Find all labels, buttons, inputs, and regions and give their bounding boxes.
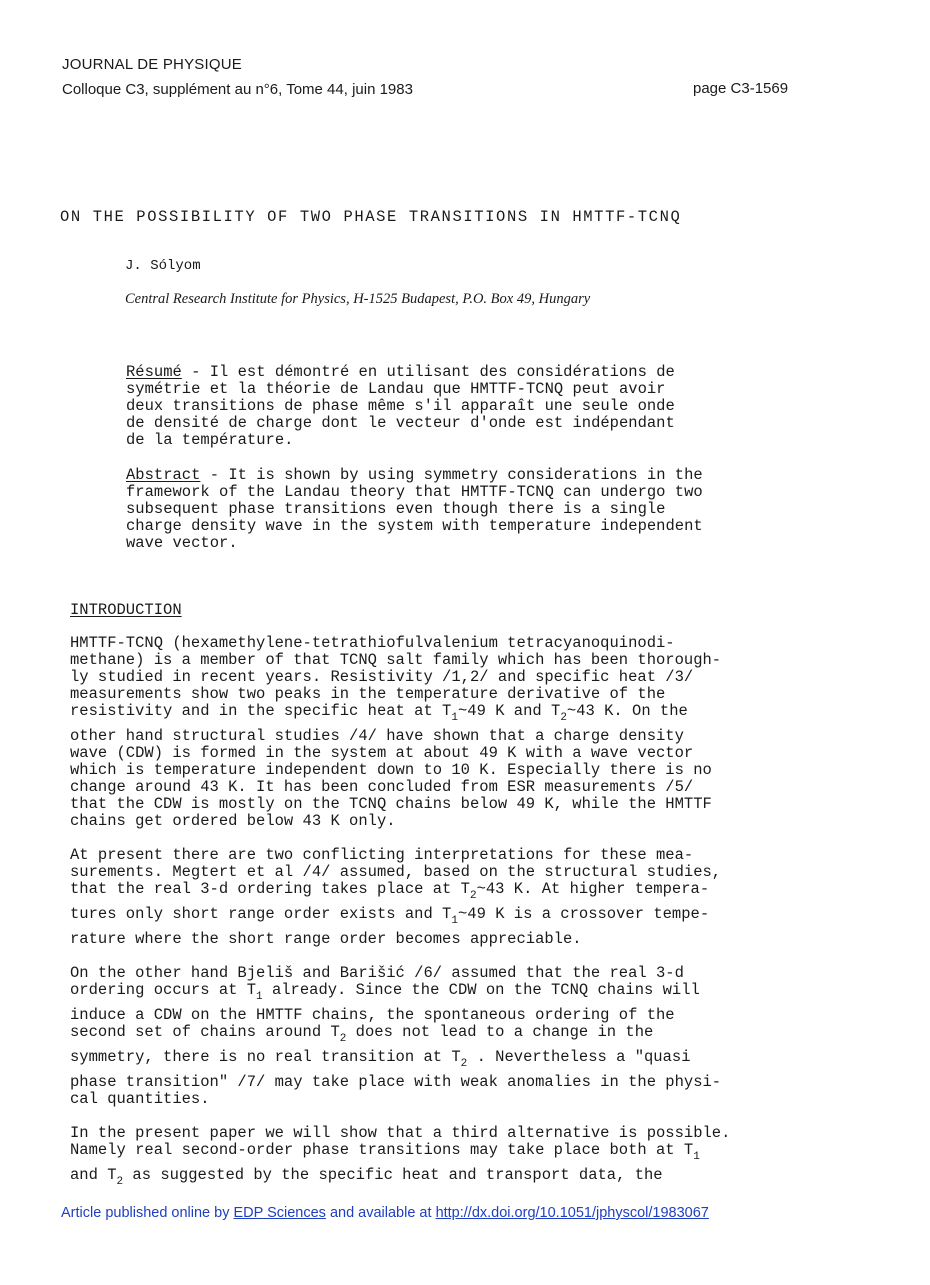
- section-heading-introduction: INTRODUCTION: [70, 601, 182, 619]
- text-line: At present there are two conflicting interpretations for these mea-: [70, 846, 694, 864]
- text-line: resistivity and in the specific heat at T: [70, 702, 452, 720]
- subscript: 2: [116, 1176, 124, 1188]
- paragraph-3-end: [70, 1048, 691, 1070]
- abstract-line: subsequent phase transitions even though there is a single: [126, 500, 666, 518]
- paragraph-2-cont: [70, 905, 710, 927]
- resume-line: - Il est démontré en utilisant des considérations de: [181, 363, 675, 381]
- text-line: change around 43 K. It has been concluded from ESR measurements /5/: [70, 778, 694, 796]
- text-line: ly studied in recent years. Resistivity /1,2/ and specific heat /3/: [70, 668, 694, 686]
- text-line: measurements show two peaks in the temperature derivative of the: [70, 685, 666, 703]
- text-line: On the other hand Bjeliš and Barišić /6/ assumed that the real 3-d: [70, 964, 684, 982]
- text-line: In the present paper we will show that a third alternative is possible.: [70, 1124, 731, 1142]
- resume-line: symétrie et la théorie de Landau que HMTTF-TCNQ peut avoir: [126, 380, 666, 398]
- abstract-line: wave vector.: [126, 534, 238, 552]
- text-line: as suggested by the specific heat and transport data, the: [123, 1166, 663, 1184]
- subscript: 2: [460, 1058, 468, 1070]
- paper-title: ON THE POSSIBILITY OF TWO PHASE TRANSITIONS IN HMTTF-TCNQ: [60, 208, 682, 226]
- abstract-line: - It is shown by using symmetry considerations in the: [200, 466, 703, 484]
- footer-text: and available at: [325, 1205, 436, 1221]
- paragraph-1-cont: [70, 728, 712, 830]
- text-line: symmetry, there is no real transition at T: [70, 1048, 461, 1066]
- subscript: 1: [693, 1151, 700, 1163]
- footer-notice: [61, 1205, 709, 1221]
- subscript: 2: [339, 1033, 347, 1045]
- abstract-line: framework of the Landau theory that HMTTF-TCNQ can undergo two: [126, 483, 703, 501]
- publisher-link[interactable]: EDP Sciences: [233, 1205, 326, 1221]
- page-number: page C3-1569: [693, 80, 789, 97]
- text-line: and T: [70, 1166, 117, 1184]
- footer-text: Article published online by: [61, 1205, 234, 1221]
- abstract-label: Abstract: [126, 466, 201, 484]
- resume-line: de densité de charge dont le vecteur d'onde est indépendant: [126, 414, 675, 432]
- text-line: HMTTF-TCNQ (hexamethylene-tetrathiofulvalenium tetracyanoquinodi-: [70, 634, 675, 652]
- text-line: surements. Megtert et al /4/ assumed, based on the structural studies,: [70, 863, 722, 881]
- paragraph-3-cont: [70, 1006, 675, 1045]
- text-line: second set of chains around T: [70, 1023, 340, 1041]
- author: J. Sólyom: [125, 258, 201, 274]
- text-line: ~43 K. On the: [566, 702, 688, 720]
- abstract-block: [126, 467, 703, 552]
- abstract-line: charge density wave in the system with temperature independent: [126, 517, 703, 535]
- text-line: already. Since the CDW on the TCNQ chains will: [262, 981, 700, 999]
- paragraph-3-tail: [70, 1074, 721, 1108]
- resume-block: [126, 364, 675, 449]
- text-line: other hand structural studies /4/ have shown that a charge density: [70, 727, 684, 745]
- text-line: does not lead to a change in the: [346, 1023, 654, 1041]
- subscript: 2: [560, 712, 567, 724]
- text-line: . Nevertheless a "quasi: [467, 1048, 691, 1066]
- text-line: ~49 K and T: [457, 702, 561, 720]
- affiliation: Central Research Institute for Physics, H-1525 Budapest, P.O. Box 49, Hungary: [125, 291, 591, 307]
- resume-line: de la température.: [126, 431, 294, 449]
- paragraph-4: [70, 1124, 731, 1163]
- text-line: induce a CDW on the HMTTF chains, the spontaneous ordering of the: [70, 1006, 675, 1024]
- text-line: wave (CDW) is formed in the system at about 49 K with a wave vector: [70, 744, 694, 762]
- resume-label: Résumé: [126, 363, 182, 381]
- colloque-info: Colloque C3, supplément au n°6, Tome 44, juin 1983: [62, 81, 413, 98]
- paragraph-2-end: [70, 931, 582, 948]
- paragraph-4-cont: [70, 1166, 663, 1188]
- text-line: that the real 3-d ordering takes place at T: [70, 880, 470, 898]
- paragraph-3: [70, 964, 700, 1003]
- text-line: which is temperature independent down to 10 K. Especially there is no: [70, 761, 712, 779]
- text-line: ordering occurs at T: [70, 981, 257, 999]
- text-line: methane) is a member of that TCNQ salt family which has been thorough-: [70, 651, 722, 669]
- text-line: that the CDW is mostly on the TCNQ chains below 49 K, while the HMTTF: [70, 795, 712, 813]
- text-line: ~49 K is a crossover tempe-: [457, 905, 710, 923]
- text-line: Namely real second-order phase transitions may take place both at T: [70, 1141, 694, 1159]
- subscript: 2: [469, 890, 477, 902]
- subscript: 1: [451, 712, 458, 724]
- subscript: 1: [256, 991, 263, 1003]
- text-line: tures only short range order exists and T: [70, 905, 452, 923]
- doi-link[interactable]: http://dx.doi.org/10.1051/jphyscol/1983067: [435, 1205, 709, 1221]
- text-line: chains get ordered below 43 K only.: [70, 812, 396, 830]
- paragraph-1: [70, 634, 722, 724]
- text-line: phase transition" /7/ may take place with weak anomalies in the physi-: [70, 1073, 722, 1091]
- resume-line: deux transitions de phase même s'il apparaît une seule onde: [126, 397, 675, 415]
- subscript: 1: [451, 915, 458, 927]
- paragraph-2: [70, 846, 722, 902]
- text-line: cal quantities.: [70, 1090, 210, 1108]
- text-line: ~43 K. At higher tempera-: [476, 880, 710, 898]
- text-line: rature where the short range order becomes appreciable.: [70, 930, 582, 948]
- journal-name: JOURNAL DE PHYSIQUE: [62, 56, 242, 73]
